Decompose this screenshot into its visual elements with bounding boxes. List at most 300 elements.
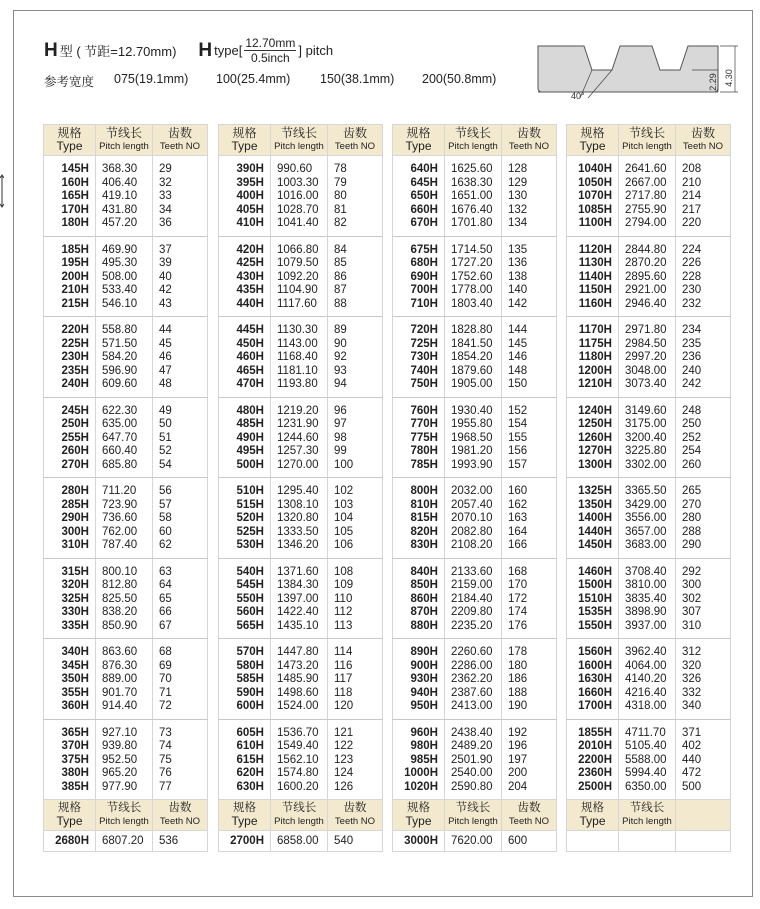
belt-type: 670H <box>410 217 438 229</box>
pitch-length: 2501.90 <box>451 753 493 766</box>
pitch-length: 723.90 <box>102 498 138 511</box>
teeth-count: 45 <box>159 337 172 350</box>
teeth-count: 88 <box>334 297 347 310</box>
teeth-count: 214 <box>682 190 702 202</box>
table-row-group <box>567 156 731 237</box>
belt-type: 785H <box>410 458 438 471</box>
teeth-count: 600 <box>502 831 557 852</box>
pitch-length: 1841.50 <box>451 337 493 350</box>
belt-type-cell <box>393 719 445 800</box>
type-letter: H <box>44 39 58 61</box>
header-cn: 节线长 <box>454 126 491 140</box>
table-row-group <box>393 719 557 800</box>
teeth-count-cell <box>328 317 383 398</box>
teeth-count: 208 <box>682 163 702 175</box>
header-cell <box>567 125 619 156</box>
belt-type: 330H <box>61 606 89 618</box>
teeth-count-cell <box>328 558 383 639</box>
header-cell <box>219 800 271 831</box>
teeth-count: 217 <box>682 203 702 216</box>
pitch-length: 965.20 <box>102 767 138 779</box>
teeth-count: 148 <box>508 364 528 377</box>
teeth-count: 66 <box>159 606 172 618</box>
table-header <box>44 125 208 156</box>
pitch-length-cell <box>96 397 153 478</box>
belt-type: 1550H <box>578 619 612 632</box>
table-row-group <box>393 156 557 237</box>
type-letter-en: H <box>198 39 213 61</box>
belt-type: 775H <box>410 431 438 444</box>
pitch-length: 1270.00 <box>277 458 319 471</box>
pitch-length: 3962.40 <box>625 646 667 658</box>
header-en: Pitch length <box>99 816 149 827</box>
table-row <box>393 831 557 852</box>
pitch-length: 1320.80 <box>277 512 319 524</box>
teeth-count: 75 <box>159 753 172 766</box>
width-value: 075(19.1mm) <box>114 72 189 86</box>
belt-type: 3000H <box>393 831 445 852</box>
pitch-length: 1905.00 <box>451 378 493 390</box>
belt-type: 1085H <box>578 203 612 216</box>
header-en: Teeth NO <box>334 141 376 152</box>
pitch-length: 2032.00 <box>451 485 493 497</box>
header-cn: 规格 <box>581 802 604 814</box>
belt-type: 730H <box>410 351 438 363</box>
header-en: Type <box>231 814 258 828</box>
teeth-count: 138 <box>508 270 528 283</box>
table-header <box>393 125 557 156</box>
pitch-length: 825.50 <box>102 592 138 605</box>
pitch-length: 1219.20 <box>277 404 319 417</box>
pitch-length: 2184.40 <box>451 592 493 605</box>
pitch-length: 2946.40 <box>625 297 667 310</box>
pitch-length-cell <box>96 558 153 639</box>
header-cell <box>676 800 731 831</box>
pitch-length: 622.30 <box>102 404 138 417</box>
belt-table-column <box>218 124 383 800</box>
pitch-length: 685.80 <box>102 458 138 471</box>
pitch-length-cell <box>271 639 328 720</box>
pitch-length-cell <box>619 236 676 317</box>
pitch-length: 990.60 <box>277 163 313 175</box>
dim-tooth-label: 2.29 <box>708 73 718 91</box>
pitch-length-cell <box>619 317 676 398</box>
teeth-count: 96 <box>334 404 347 417</box>
teeth-count: 39 <box>159 257 172 269</box>
teeth-count: 44 <box>159 324 172 336</box>
pitch-length-cell <box>96 719 153 800</box>
pitch-length-cell <box>445 397 502 478</box>
belt-type-cell <box>567 156 619 237</box>
belt-type: 2360H <box>578 767 612 779</box>
header-cn: 齿数 <box>168 802 192 814</box>
pitch-length: 419.10 <box>102 190 138 202</box>
pitch-length: 1397.00 <box>277 592 319 605</box>
teeth-count-cell <box>676 639 731 720</box>
type-desc-cn: 型 ( 节距=12.70mm) <box>59 44 177 59</box>
header-cell <box>445 800 502 831</box>
belt-type: 1660H <box>578 686 612 699</box>
pitch-length: 457.20 <box>102 217 138 229</box>
pitch-length: 2540.00 <box>451 767 493 779</box>
belt-type: 1400H <box>578 512 612 524</box>
teeth-count: 174 <box>508 606 528 618</box>
table-row-group <box>44 397 208 478</box>
header-en: Type <box>579 814 606 828</box>
header-cn: 齿数 <box>516 126 541 140</box>
header-en: Teeth NO <box>159 816 201 827</box>
teeth-count: 40 <box>159 270 172 283</box>
pitch-length: 1003.30 <box>277 176 319 189</box>
header-cell <box>271 125 328 156</box>
pitch-label-end: ] pitch <box>298 43 334 58</box>
pitch-length-cell <box>619 397 676 478</box>
table-row-group <box>393 558 557 639</box>
belt-type-cell <box>219 478 271 559</box>
pitch-length: 1714.50 <box>451 243 493 256</box>
teeth-count: 500 <box>682 780 702 793</box>
teeth-count: 60 <box>159 525 172 538</box>
pitch-length: 584.20 <box>102 351 138 363</box>
table-row <box>567 831 731 852</box>
teeth-count-cell <box>502 397 557 478</box>
pitch-length: 1333.50 <box>277 525 319 538</box>
belt-type: 2680H <box>44 831 96 852</box>
header-en: Teeth NO <box>334 816 376 827</box>
table-row-group <box>393 478 557 559</box>
teeth-count: 300 <box>682 579 702 591</box>
belt-type-cell <box>219 156 271 237</box>
teeth-count: 265 <box>682 485 702 497</box>
teeth-count: 108 <box>334 565 354 578</box>
pitch-length: 2438.40 <box>451 726 493 739</box>
pitch-length: 558.80 <box>102 324 138 336</box>
pitch-length: 1193.80 <box>277 378 318 390</box>
pitch-length-cell <box>445 236 502 317</box>
teeth-count: 145 <box>508 337 528 350</box>
belt-type: 215H <box>61 297 89 310</box>
teeth-count: 402 <box>682 740 702 752</box>
teeth-count: 220 <box>682 217 702 229</box>
pitch-length-cell <box>445 639 502 720</box>
belt-type: 435H <box>236 284 264 296</box>
pitch-length-cell <box>271 156 328 237</box>
belt-type: 820H <box>410 525 438 538</box>
pitch-length: 1498.60 <box>277 686 319 699</box>
teeth-count: 135 <box>508 243 528 256</box>
belt-type: 1440H <box>578 525 612 538</box>
belt-type: 440H <box>236 297 264 310</box>
teeth-count: 87 <box>334 284 347 296</box>
table-row-group <box>219 317 383 398</box>
pitch-length: 3365.50 <box>625 485 667 497</box>
teeth-count: 105 <box>334 525 354 538</box>
pitch-length: 2387.60 <box>451 686 493 699</box>
teeth-count: 232 <box>682 297 702 310</box>
header-en: Teeth NO <box>159 141 201 152</box>
belt-type: 515H <box>236 498 264 511</box>
teeth-count: 51 <box>159 431 172 444</box>
belt-type-cell <box>219 236 271 317</box>
teeth-count: 32 <box>159 176 172 189</box>
teeth-count: 140 <box>508 284 528 296</box>
belt-type: 1260H <box>578 431 612 444</box>
pitch-length: 508.00 <box>102 270 138 283</box>
teeth-count: 200 <box>508 767 528 779</box>
belt-type: 200H <box>61 270 89 283</box>
teeth-count: 186 <box>508 673 528 685</box>
pitch-length-cell <box>271 719 328 800</box>
pitch-length: 3302.00 <box>625 458 667 471</box>
pitch-length: 1993.90 <box>451 458 493 471</box>
teeth-count: 121 <box>334 726 354 739</box>
angle-label: 40° <box>571 91 585 101</box>
pitch-length-cell <box>445 317 502 398</box>
teeth-count: 126 <box>334 780 354 793</box>
header-cn: 规格 <box>57 126 82 140</box>
belt-type: 615H <box>236 753 264 766</box>
pitch-length: 1168.40 <box>277 351 318 363</box>
teeth-count: 292 <box>682 565 702 578</box>
belt-type: 500H <box>236 458 264 471</box>
pitch-length: 6807.20 <box>96 831 153 852</box>
header-cn: 节线长 <box>628 126 665 140</box>
header-en: Pitch length <box>448 141 498 152</box>
header-en: Type <box>56 139 83 153</box>
pitch-length: 1028.70 <box>277 203 319 216</box>
teeth-count: 67 <box>159 619 172 632</box>
pitch-length: 2971.80 <box>625 324 667 336</box>
belt-type: 1500H <box>578 579 612 591</box>
header-en: Pitch length <box>99 141 149 152</box>
teeth-count: 250 <box>682 418 702 430</box>
belt-type: 260H <box>61 445 89 457</box>
teeth-count: 270 <box>682 498 702 511</box>
teeth-count: 98 <box>334 431 347 444</box>
table-row-group <box>567 478 731 559</box>
belt-type-cell <box>567 639 619 720</box>
teeth-count: 307 <box>682 606 702 618</box>
pitch-length: 2286.00 <box>451 659 493 672</box>
teeth-count-cell <box>676 719 731 800</box>
header-cell <box>96 800 153 831</box>
belt-type: 840H <box>410 565 438 578</box>
teeth-count: 33 <box>159 190 172 202</box>
table-row-group <box>44 478 208 559</box>
pitch-length-cell <box>271 397 328 478</box>
spec-title <box>44 36 333 65</box>
teeth-count-cell <box>676 397 731 478</box>
pitch-length: 1104.90 <box>277 284 318 296</box>
header-cn: 节线长 <box>280 126 317 140</box>
teeth-count: 144 <box>508 324 528 336</box>
pitch-length: 2590.80 <box>451 780 493 793</box>
header-cell <box>328 800 383 831</box>
pitch-length: 6350.00 <box>625 780 667 793</box>
teeth-count: 93 <box>334 364 347 377</box>
belt-type: 850H <box>410 579 438 591</box>
pitch-length: 1562.10 <box>277 753 319 766</box>
teeth-count: 226 <box>682 257 702 269</box>
belt-type: 620H <box>236 767 264 779</box>
header-en: Type <box>56 814 83 828</box>
pitch-length: 2667.00 <box>625 176 667 189</box>
pitch-length: 1447.80 <box>277 646 319 658</box>
teeth-count: 312 <box>682 646 702 658</box>
header-cn: 规格 <box>407 802 430 814</box>
header-cn: 规格 <box>233 802 256 814</box>
header-cell <box>271 800 328 831</box>
header-en: Pitch length <box>274 141 324 152</box>
pitch-length: 7620.00 <box>445 831 502 852</box>
pitch-length-cell <box>271 236 328 317</box>
belt-type: 310H <box>61 539 89 551</box>
width-value: 100(25.4mm) <box>216 72 291 86</box>
teeth-count: 62 <box>159 539 172 551</box>
table-header <box>44 800 208 831</box>
teeth-count: 76 <box>159 767 172 779</box>
pitch-length: 1651.00 <box>451 190 493 202</box>
belt-type: 160H <box>61 176 89 189</box>
belt-type: 2010H <box>578 740 612 752</box>
teeth-count: 288 <box>682 525 702 538</box>
belt-type: 195H <box>61 257 89 269</box>
pitch-mm: 12.70mm <box>245 36 296 50</box>
belt-type-cell <box>567 317 619 398</box>
belt-type: 2200H <box>578 753 612 766</box>
pitch-length: 850.90 <box>102 619 138 632</box>
pitch-length: 787.40 <box>102 539 138 551</box>
teeth-count: 132 <box>508 203 528 216</box>
header-cn: 节线长 <box>106 802 142 814</box>
teeth-count: 160 <box>508 485 528 497</box>
teeth-count-cell <box>328 156 383 237</box>
belt-type: 860H <box>410 592 438 605</box>
belt-type-cell <box>393 639 445 720</box>
belt-table-column <box>566 124 731 800</box>
belt-type: 1560H <box>578 646 612 658</box>
teeth-count: 172 <box>508 592 528 605</box>
table-row-group <box>219 639 383 720</box>
belt-type: 1130H <box>578 257 612 269</box>
teeth-count: 472 <box>682 767 702 779</box>
header-en: Pitch length <box>274 816 324 827</box>
teeth-count: 29 <box>159 163 172 175</box>
header-cn: 规格 <box>406 126 431 140</box>
belt-type: 285H <box>61 498 89 511</box>
pitch-length: 2895.60 <box>625 270 667 283</box>
belt-type: 700H <box>410 284 438 296</box>
pitch-length: 406.40 <box>102 176 138 189</box>
teeth-count: 106 <box>334 539 354 551</box>
teeth-count: 72 <box>159 700 172 712</box>
table-row-group <box>567 397 731 478</box>
belt-type: 1535H <box>578 606 612 618</box>
teeth-count: 302 <box>682 592 702 605</box>
pitch-length: 1435.10 <box>277 619 319 632</box>
teeth-count: 242 <box>682 378 702 390</box>
reference-widths <box>44 72 496 90</box>
belt-type: 300H <box>61 525 89 538</box>
belt-type: 400H <box>236 190 264 202</box>
pitch-length: 1638.30 <box>451 176 493 189</box>
teeth-count-cell <box>153 236 208 317</box>
belt-type: 590H <box>236 686 264 699</box>
teeth-count-cell <box>502 156 557 237</box>
pitch-length: 596.90 <box>102 364 138 377</box>
teeth-count: 134 <box>508 217 528 229</box>
table-row-group <box>567 558 731 639</box>
header-en: Pitch length <box>622 141 672 152</box>
teeth-count: 104 <box>334 512 354 524</box>
belt-type: 235H <box>61 364 89 377</box>
dim-total-label: 4.30 <box>724 69 734 87</box>
belt-type-cell <box>44 397 96 478</box>
table-header <box>219 800 383 831</box>
belt-type: 1100H <box>578 217 612 229</box>
pitch-length: 3937.00 <box>625 619 667 632</box>
belt-type: 425H <box>236 257 264 269</box>
belt-type: 1350H <box>578 498 612 511</box>
pitch-length: 3898.90 <box>625 606 667 618</box>
header-en: Type <box>405 814 432 828</box>
belt-type: 520H <box>236 512 264 524</box>
teeth-count: 154 <box>508 418 528 430</box>
teeth-count-cell <box>502 639 557 720</box>
belt-type: 385H <box>61 780 89 793</box>
belt-type: 460H <box>236 351 264 363</box>
header-cell <box>393 800 445 831</box>
pitch-length: 2921.00 <box>625 284 667 296</box>
pitch-length: 1257.30 <box>277 445 319 457</box>
table-row-group <box>219 236 383 317</box>
belt-type: 345H <box>61 659 89 672</box>
pitch-length <box>619 831 676 852</box>
pitch-length: 5994.40 <box>625 767 667 779</box>
belt-type: 780H <box>410 445 438 457</box>
pitch-length: 2209.80 <box>451 606 493 618</box>
belt-type: 630H <box>236 780 264 793</box>
belt-type-cell <box>44 317 96 398</box>
header-en: Pitch length <box>448 816 498 827</box>
teeth-count: 68 <box>159 646 172 658</box>
teeth-count-cell <box>502 478 557 559</box>
table-row-group <box>393 639 557 720</box>
pitch-length: 1778.00 <box>451 284 493 296</box>
teeth-count: 65 <box>159 592 172 605</box>
belt-type: 1020H <box>404 780 438 793</box>
pitch-length: 2870.20 <box>625 257 667 269</box>
teeth-count: 440 <box>682 753 702 766</box>
teeth-count: 80 <box>334 190 347 202</box>
belt-type: 530H <box>236 539 264 551</box>
belt-type: 180H <box>61 217 89 229</box>
belt-type: 580H <box>236 659 264 672</box>
teeth-count: 46 <box>159 351 172 363</box>
teeth-count-cell <box>502 558 557 639</box>
belt-type: 220H <box>61 324 89 336</box>
header-cell <box>445 125 502 156</box>
teeth-count: 197 <box>508 753 528 766</box>
pitch-length: 812.80 <box>102 579 138 591</box>
pitch-length: 876.30 <box>102 659 138 672</box>
belt-type: 480H <box>236 404 264 417</box>
pitch-length: 4711.70 <box>625 726 666 739</box>
belt-type-cell <box>393 478 445 559</box>
belt-type: 485H <box>236 418 264 430</box>
pitch-length: 736.60 <box>102 512 138 524</box>
belt-type: 980H <box>410 740 438 752</box>
